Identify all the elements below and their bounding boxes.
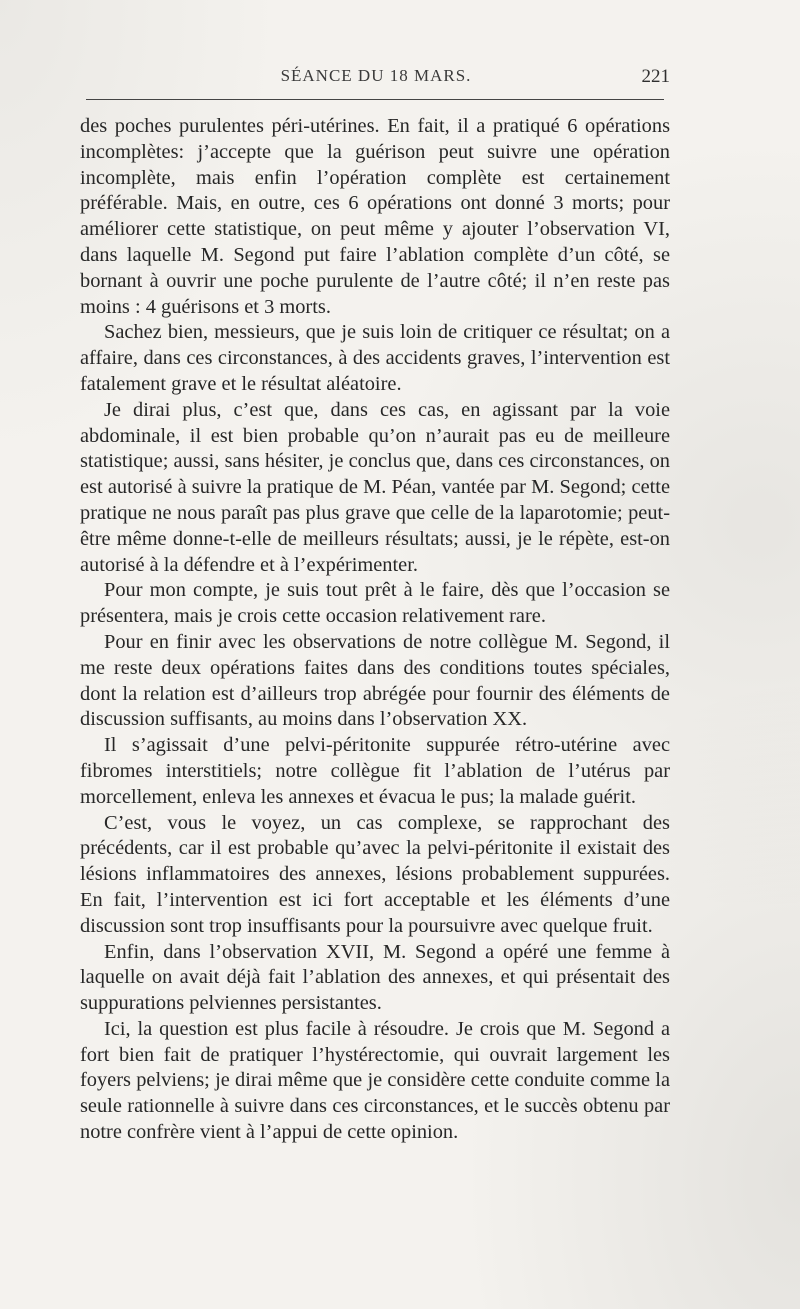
paragraph: Ici, la question est plus facile à résoudre. Je crois que M. Segond a fort bien fait de pratiquer l’hystérectomie, qui ouvrait largement les foyers pelviens; je dirai même que je considère cette conduite comme la seule rationnelle à suivre dans ces circonstances, et le succès obtenu par notre confrère vient à l’appui de cette opinion. [80, 1017, 670, 1144]
paragraph: Je dirai plus, c’est que, dans ces cas, en agissant par la voie abdominale, il est bien probable qu’on n’aurait pas eu de meilleure statistique; aussi, sans hésiter, je conclus que, dans ces circonstances, on est autorisé à suivre la pratique de M. Péan, vantée par M. Segond; cette pratique ne nous paraît pas plus grave que celle de la laparotomie; peut-être même donne-t-elle de meilleurs résultats; aussi, je le répète, est-on autorisé à la défendre et à l’expérimenter. [80, 398, 670, 576]
running-title: SÉANCE DU 18 MARS. [280, 66, 472, 85]
paragraph: Sachez bien, messieurs, que je suis loin de critiquer ce résultat; on a affaire, dans ces circonstances, à des accidents graves, l’intervention est fatalement grave et le résultat aléatoire. [80, 321, 670, 395]
paragraph: Pour mon compte, je suis tout prêt à le faire, dès que l’occasion se présentera, mais je crois cette occasion relativement rare. [80, 579, 670, 628]
page-number: 221 [641, 66, 670, 87]
paragraph: C’est, vous le voyez, un cas complexe, se rapprochant des précédents, car il est probable qu’avec la pelvi-péritonite il existait des lésions inflammatoires des annexes, lésions probablement suppurées. En fait, l’intervention est ici fort acceptable et les éléments d’une discussion sont trop insuffisants pour la poursuivre avec quelque fruit. [80, 811, 670, 937]
page-header [82, 66, 670, 92]
body-text [80, 114, 670, 1146]
paragraph: Pour en finir avec les observations de notre collègue M. Segond, il me reste deux opérations faites dans des conditions toutes spéciales, dont la relation est d’ailleurs trop abrégée pour fournir des éléments de discussion suffisants, au moins dans l’observation XX. [80, 630, 670, 731]
paragraph: Il s’agissait d’une pelvi-péritonite suppurée rétro-utérine avec fibromes interstitiels; notre collègue fit l’ablation de l’utérus par morcellement, enleva les annexes et évacua le pus; la malade guérit. [80, 734, 670, 808]
paragraph: des poches purulentes péri-utérines. En fait, il a pratiqué 6 opérations incomplètes: j’accepte que la guérison peut suivre une opération incomplète, mais enfin l’opération complète est certainement préférable. Mais, en outre, ces 6 opérations ont donné 3 morts; pour améliorer cette statistique, on peut même y ajouter l’observation VI, dans laquelle M. Segond put faire l’ablation complète d’un côté, se bornant à ouvrir une poche purulente de l’autre côté; il n’en reste pas moins : 4 guérisons et 3 morts. [80, 115, 670, 318]
header-rule [86, 99, 664, 100]
paragraph: Enfin, dans l’observation XVII, M. Segond a opéré une femme à laquelle on avait déjà fait l’ablation des annexes, et qui présentait des suppurations pelviennes persistantes. [80, 940, 670, 1015]
